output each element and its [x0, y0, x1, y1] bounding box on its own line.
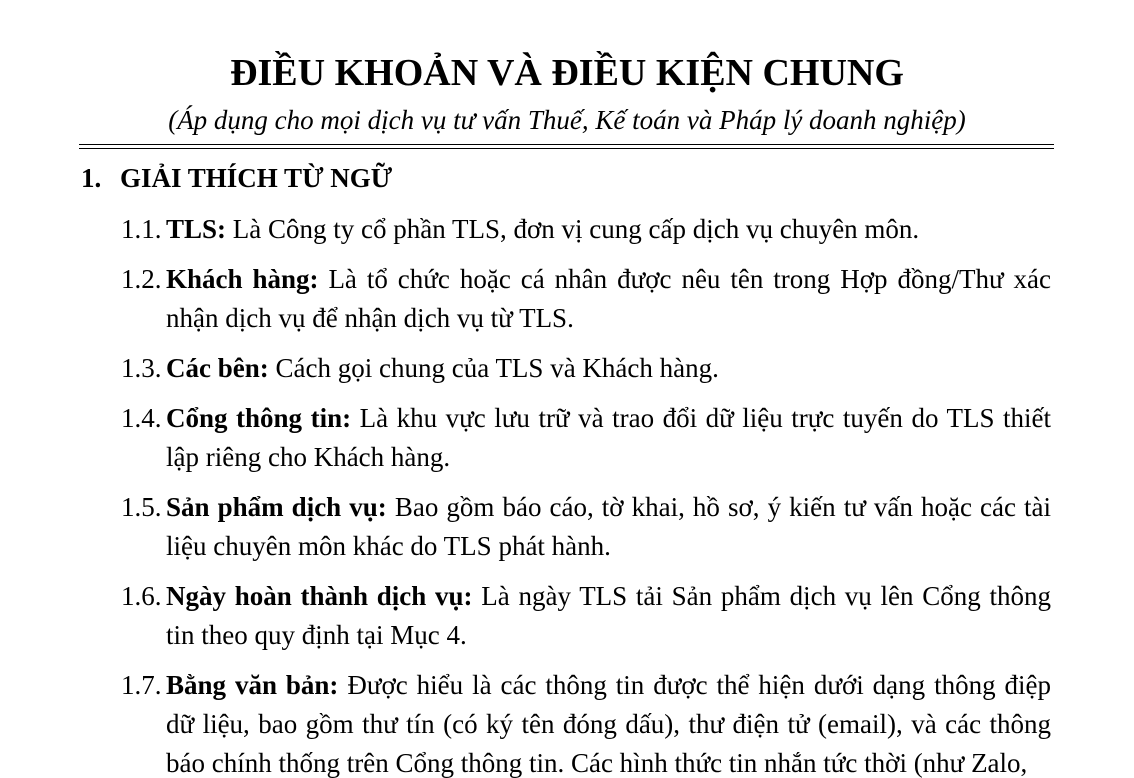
item-number: 1.6. [121, 581, 162, 611]
item-number: 1.7. [121, 670, 162, 700]
definition-item [121, 260, 1051, 338]
section-heading [81, 158, 392, 198]
item-text: Là khu vực lưu trữ và trao đổi dữ liệu trực tuyến do TLS thiết lập riêng cho Khách hàng. [166, 403, 1051, 472]
title-divider-bottom [79, 148, 1054, 149]
item-number: 1.3. [121, 353, 162, 383]
section-title: GIẢI THÍCH TỪ NGỮ [120, 163, 393, 193]
item-term: Cổng thông tin: [166, 403, 352, 433]
item-text: Được hiểu là các thông tin được thể hiện dưới dạng thông điệp dữ liệu, bao gồm thư tín (có ký tên đóng dấu), thư điện tử (email), và các thông báo chính thống trên Cổng thông tin. Các hình thức tin nhắn tức thời (như Zalo, [166, 670, 1051, 778]
definition-item [121, 488, 1051, 566]
item-number: 1.1. [121, 214, 162, 244]
item-text: Là ngày TLS tải Sản phẩm dịch vụ lên Cổng thông tin theo quy định tại Mục 4. [166, 581, 1051, 650]
item-term: Sản phẩm dịch vụ: [166, 492, 387, 522]
definition-item [121, 577, 1051, 655]
item-term: Các bên: [166, 353, 269, 383]
item-term: Ngày hoàn thành dịch vụ: [166, 581, 473, 611]
item-text: Cách gọi chung của TLS và Khách hàng. [268, 353, 719, 383]
document-title: ĐIỀU KHOẢN VÀ ĐIỀU KIỆN CHUNG [230, 52, 904, 94]
section-number: 1. [81, 163, 102, 193]
definition-list [121, 210, 1051, 778]
definition-item [121, 349, 1051, 388]
item-term: Bằng văn bản: [166, 670, 339, 700]
item-term: TLS: [166, 214, 227, 244]
item-text: Bao gồm báo cáo, tờ khai, hồ sơ, ý kiến tư vấn hoặc các tài liệu chuyên môn khác do TLS phát hành. [166, 492, 1051, 561]
item-number: 1.2. [121, 264, 162, 294]
definition-item [121, 210, 1051, 249]
item-number: 1.4. [121, 403, 162, 433]
item-text: Là Công ty cổ phần TLS, đơn vị cung cấp dịch vụ chuyên môn. [226, 214, 920, 244]
definition-item [121, 666, 1051, 778]
document-subtitle: (Áp dụng cho mọi dịch vụ tư vấn Thuế, Kế toán và Pháp lý doanh nghiệp) [168, 105, 966, 135]
item-number: 1.5. [121, 492, 162, 522]
definition-item [121, 399, 1051, 477]
item-term: Khách hàng: [166, 264, 319, 294]
title-divider-top [79, 144, 1054, 145]
item-text: Là tổ chức hoặc cá nhân được nêu tên trong Hợp đồng/Thư xác nhận dịch vụ để nhận dịch vụ từ TLS. [166, 264, 1052, 333]
